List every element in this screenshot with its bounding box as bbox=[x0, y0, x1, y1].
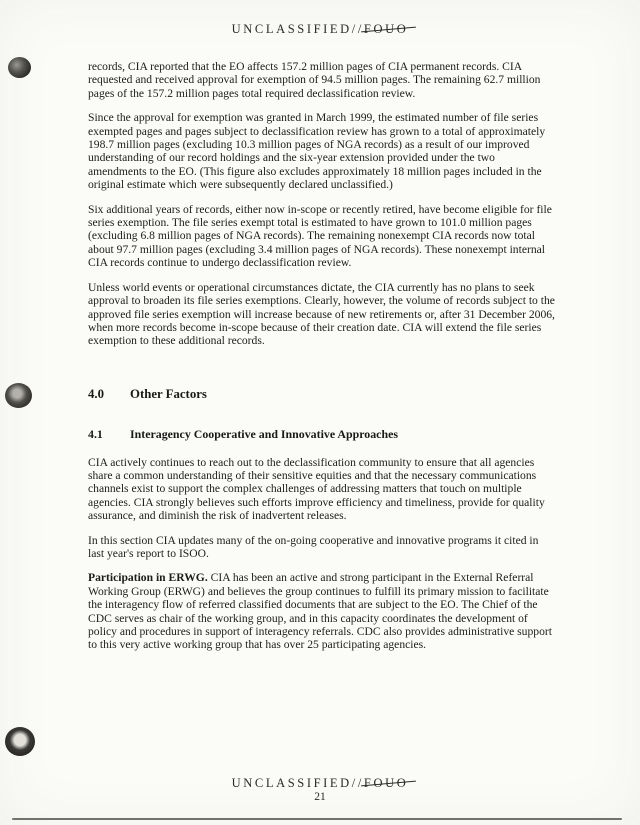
paragraph-erwg bbox=[88, 571, 556, 651]
document-body bbox=[0, 60, 640, 663]
paragraph-additional-years: Six additional years of records, either now in-scope or recently retired, have become eligible for file series exemption. The file series exempt total is estimated to have grown to 101.0 million pages (excluding 6.8 million pages of NGA records). The remaining nonexempt CIA records now total about 97.7 million pages (excluding 3.4 million pages of NGA records). These nonexempt internal CIA records continue to undergo declassification review. bbox=[88, 202, 552, 270]
paragraph-isoo-update: In this section CIA updates many of the on-going cooperative and innovative programs it cited in last year's report to ISOO. bbox=[88, 533, 539, 560]
section-number: 4.0 bbox=[88, 386, 104, 401]
paragraph-records-exemption-summary: records, CIA reported that the EO affects 157.2 million pages of CIA permanent records. CIA requested and received approval for exemption of 94.5 million pages. The remaining 62.7 million pages of the 157.2 million pages total required declassification review. bbox=[88, 60, 541, 100]
header-classification-prefix: UNCLASSIFIED// bbox=[231, 22, 364, 36]
footer-classification-struck-marking: FOUO bbox=[363, 776, 409, 790]
hole-punch-bottom bbox=[5, 727, 35, 756]
subsection-title: Interagency Cooperative and Innovative Approaches bbox=[130, 427, 398, 442]
paragraph-erwg-lead: Participation in ERWG. bbox=[88, 571, 208, 585]
page-number: 21 bbox=[314, 791, 326, 803]
scan-edge-artifact bbox=[12, 818, 622, 820]
section-heading-4-0 bbox=[88, 388, 556, 401]
paragraph-erwg-text: CIA has been an active and strong participant in the External Referral Working Group (ERWG) and believes the group continues to fulfill its primary mission to facilitate the interagency flow of referred classified documents that are subject to the EO. The Chief of the CDC serves as chair of the working group, and in this capacity coordinates the development of policy and procedures in support of interagency referrals. CDC also provides administrative support to this very active working group that has over 25 participating agencies. bbox=[88, 571, 552, 652]
header-classification-banner bbox=[0, 22, 640, 37]
subsection-number: 4.1 bbox=[88, 427, 103, 442]
section-title: Other Factors bbox=[130, 386, 207, 401]
paragraph-outreach: CIA actively continues to reach out to the declassification community to ensure that all agencies share a common understanding of their sensitive equities and that the necessary communications channels exist to support the complex challenges of addressing matters that touch on multiple agencies. CIA strongly believes such efforts improve efficiency and timeliness, provide for quality assurance, and diminish the risk of inadvertent releases. bbox=[88, 455, 545, 523]
paragraph-exemption-growth: Since the approval for exemption was granted in March 1999, the estimated number of file series exempted pages and pages subject to declassification review has grown to a total of approximately 198.7 million pages (excluding 10.3 million pages of NGA records) as a result of our improved understanding of our record holdings and the six-year extension provided under the two amendments to the EO. (This figure also excludes approximately 18 million pages included in the original estimate which were subsequently declared unclassified.) bbox=[88, 111, 546, 192]
footer-classification-prefix: UNCLASSIFIED// bbox=[231, 776, 364, 790]
section-heading-4-1 bbox=[88, 428, 556, 441]
paragraph-no-plans-broaden: Unless world events or operational circumstances dictate, the CIA currently has no plans to seek approval to broaden its file series exemptions. Clearly, however, the volume of records subject to the approved file series exemption will increase because of new retirements or, after 31 December 2006, when more records become in-scope because of their creation date. CIA will extend the file series exemption to these additional records. bbox=[88, 280, 555, 348]
header-classification-struck-marking: FOUO bbox=[363, 22, 409, 36]
footer-classification-banner bbox=[0, 776, 640, 791]
